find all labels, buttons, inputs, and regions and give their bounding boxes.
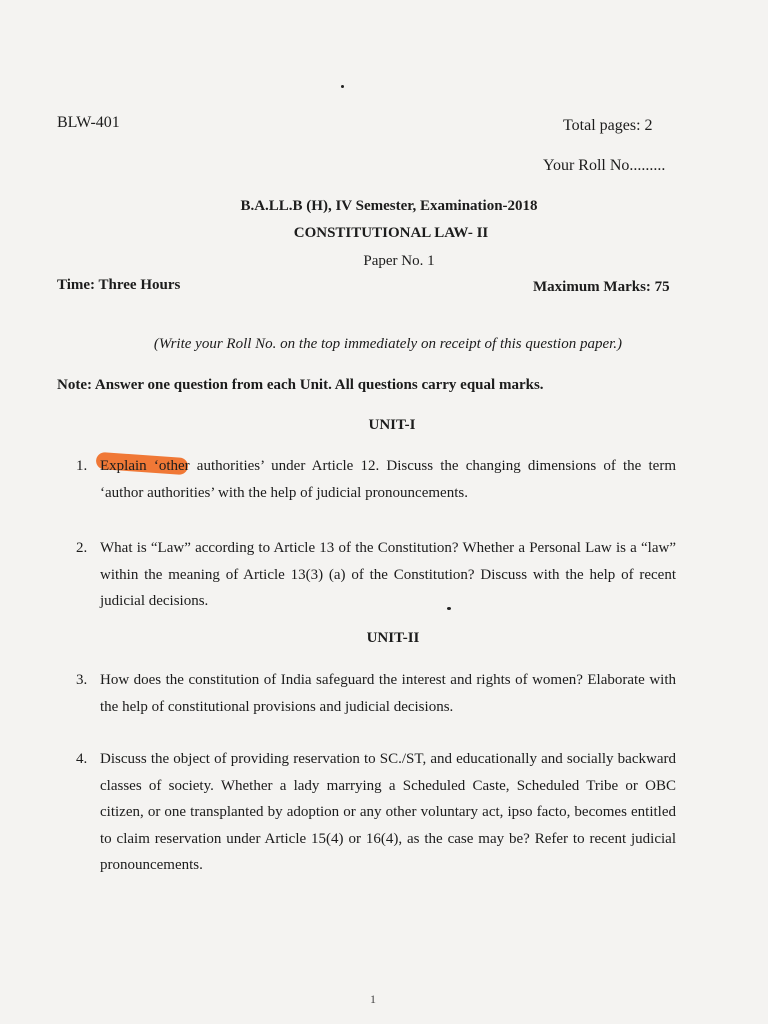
- speck: [341, 85, 344, 88]
- question-number: 1.: [76, 458, 88, 474]
- question-number: 2.: [76, 540, 88, 556]
- question-text: Discuss the object of providing reservation to SC./ST, and educationally and socially backward classes of society. Whether a lady marrying a Scheduled Caste, Scheduled Tribe or OBC citizen, or one transplanted by adoption or any other voluntary act, ipso facto, becomes entitled to claim reservation under Article 15(4) or 16(4), as the case may be? Refer to recent judicial pronouncements.: [100, 751, 676, 873]
- exam-title: B.A.LL.B (H), IV Semester, Examination-2018: [240, 198, 538, 214]
- roll-instruction: (Write your Roll No. on the top immediately on receipt of this question paper.): [153, 336, 623, 352]
- question-text: Explain ‘other authorities’ under Article 12. Discuss the changing dimensions of the term ‘author authorities’ with the help of judicial pronouncements.: [100, 458, 676, 501]
- unit-heading: UNIT-I: [368, 417, 416, 433]
- question-number: 4.: [76, 751, 88, 767]
- paper-number: Paper No. 1: [363, 253, 435, 269]
- question-number: 3.: [76, 672, 88, 688]
- speck: [447, 607, 451, 610]
- total-pages: Total pages: 2: [563, 117, 653, 134]
- subject-title: CONSTITUTIONAL LAW- II: [293, 225, 489, 241]
- time-allowed: Time: Three Hours: [57, 277, 181, 293]
- roll-number-field: Your Roll No.........: [543, 157, 666, 174]
- question-text: What is “Law” according to Article 13 of the Constitution? Whether a Personal Law is a “law” within the meaning of Article 13(3) (a) of the Constitution? Discuss with the help of recent judicial decisions.: [100, 540, 676, 609]
- paper-code: BLW-401: [57, 114, 120, 131]
- question-text: How does the constitution of India safeguard the interest and rights of women? Elaborate with the help of constitutional provisions and judicial decisions.: [100, 672, 676, 715]
- maximum-marks: Maximum Marks: 75: [533, 279, 670, 295]
- unit-heading: UNIT-II: [366, 630, 420, 646]
- page-number: 1: [370, 992, 376, 1006]
- exam-note: Note: Answer one question from each Unit. All questions carry equal marks.: [57, 377, 544, 393]
